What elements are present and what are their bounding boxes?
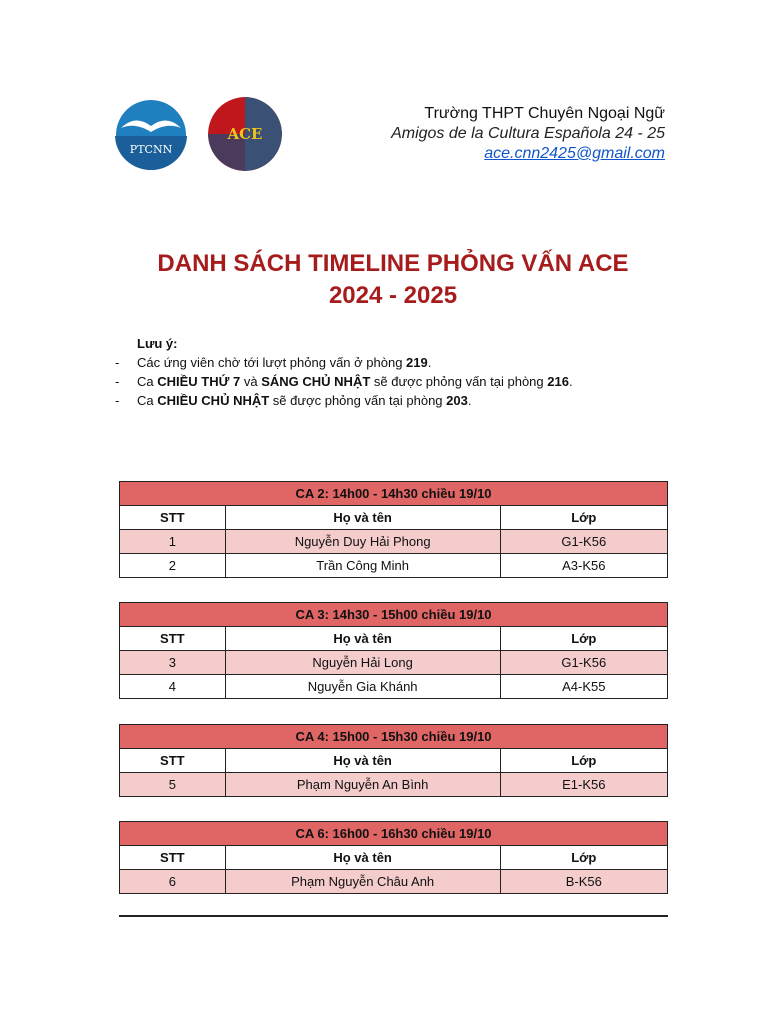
col-class-header: Lớp <box>500 749 667 773</box>
session-table <box>119 724 668 797</box>
session-title: CA 4: 15h00 - 15h30 chiều 19/10 <box>120 725 668 749</box>
col-stt-header: STT <box>120 846 226 870</box>
title-line-1: DANH SÁCH TIMELINE PHỎNG VẤN ACE <box>157 250 629 277</box>
session-table <box>119 602 668 699</box>
school-info <box>391 104 665 164</box>
notes-section <box>115 334 573 410</box>
school-name: Trường THPT Chuyên Ngoại Ngữ <box>424 105 665 122</box>
document-title <box>0 248 768 312</box>
note-item: - Các ứng viên chờ tới lượt phỏng vấn ở phòng 219. <box>115 355 432 370</box>
club-name: Amigos de la Cultura Española 24 - 25 <box>391 125 665 142</box>
table-row: 4 Nguyễn Gia Khánh A4-K55 <box>120 675 668 699</box>
table-row: 1 Nguyễn Duy Hải Phong G1-K56 <box>120 530 668 554</box>
col-name-header: Họ và tên <box>225 627 500 651</box>
col-stt-header: STT <box>120 627 226 651</box>
col-class-header: Lớp <box>500 627 667 651</box>
title-line-2: 2024 - 2025 <box>328 282 458 309</box>
session-title: CA 2: 14h00 - 14h30 chiều 19/10 <box>120 482 668 506</box>
email-link[interactable]: ace.cnn2425@gmail.com <box>484 145 665 162</box>
col-class-header: Lớp <box>500 846 667 870</box>
col-stt-header: STT <box>120 506 226 530</box>
notes-heading: Lưu ý: <box>137 336 178 351</box>
col-name-header: Họ và tên <box>225 506 500 530</box>
col-name-header: Họ và tên <box>225 846 500 870</box>
bottom-divider <box>119 915 668 917</box>
session-title: CA 6: 16h00 - 16h30 chiều 19/10 <box>120 822 668 846</box>
col-class-header: Lớp <box>500 506 667 530</box>
table-row: 3 Nguyễn Hải Long G1-K56 <box>120 651 668 675</box>
note-item: - Ca CHIỀU CHỦ NHẬT sẽ được phỏng vấn tại phòng 203. <box>115 393 472 408</box>
session-table <box>119 821 668 894</box>
table-row: 6 Phạm Nguyễn Châu Anh B-K56 <box>120 870 668 894</box>
note-item: - Ca CHIỀU THỨ 7 và SÁNG CHỦ NHẬT sẽ được phỏng vấn tại phòng 216. <box>115 374 573 389</box>
ptcnn-logo-text: PTCNN <box>129 143 173 156</box>
table-row: 5 Phạm Nguyễn An Bình E1-K56 <box>120 773 668 797</box>
col-name-header: Họ và tên <box>225 749 500 773</box>
session-title: CA 3: 14h30 - 15h00 chiều 19/10 <box>120 603 668 627</box>
col-stt-header: STT <box>120 749 226 773</box>
session-table <box>119 481 668 578</box>
ace-logo <box>208 97 282 171</box>
ace-logo-text: ACE <box>227 125 263 143</box>
ptcnn-logo <box>115 100 187 170</box>
table-row: 2 Trần Công Minh A3-K56 <box>120 554 668 578</box>
